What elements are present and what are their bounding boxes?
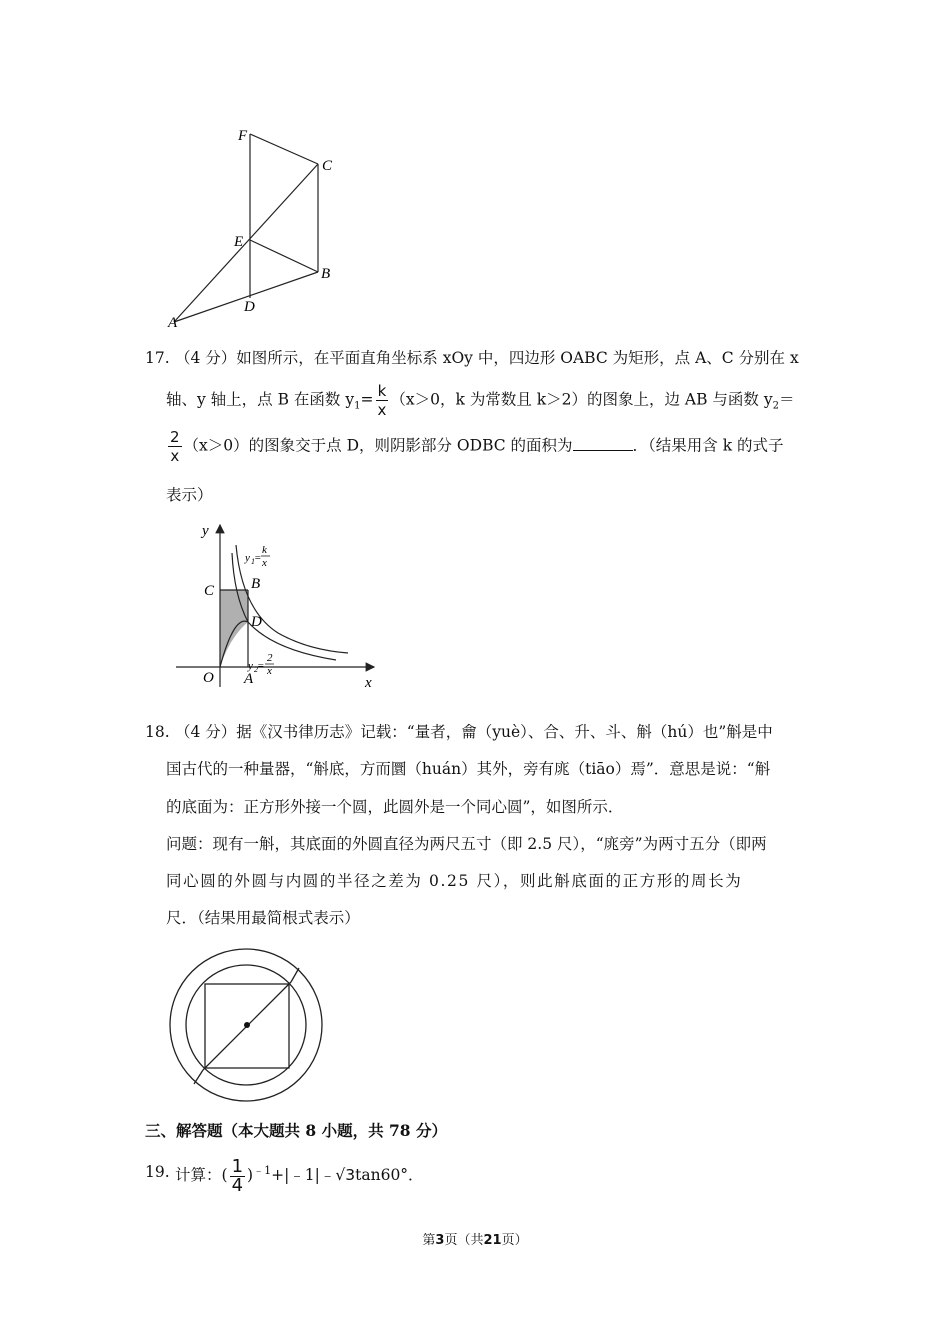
q19-frac-den: 4 [231, 1174, 244, 1196]
page-footer [0, 1229, 950, 1248]
q19-text-c: +|﹣1|﹣ [271, 1166, 336, 1185]
q17-line4: 表示） [166, 486, 213, 504]
label-O: O [203, 670, 214, 686]
label-B: B [251, 576, 261, 592]
q17-frac2-den: x [170, 447, 180, 465]
svg-text:=: = [254, 552, 262, 564]
q19-sqrt: √3 [335, 1166, 356, 1185]
q19-line [175, 1153, 424, 1195]
label-C: C [322, 158, 333, 174]
q17-line3-b: ．（结果用含 k 的式子 [632, 436, 784, 455]
q17-line2-c: ＝ [779, 390, 795, 409]
q17-line2-a: 轴、y 轴上，点 B 在函数 y [166, 390, 355, 409]
q19-text-b: ) [247, 1166, 254, 1185]
svg-text:2: 2 [254, 665, 258, 674]
q17-frac2-num: 2 [170, 428, 180, 446]
label-A: A [244, 671, 254, 687]
q17-frac1-num: k [376, 382, 389, 401]
q18-line5: 同心圆的外圆与内圆的半径之差为 0.25 尺），则此斛底面的正方形的周长为 [166, 872, 743, 890]
q17-answer-blank[interactable] [573, 436, 633, 451]
svg-text:x: x [267, 665, 272, 677]
q18-line4: 问题：现有一斛，其底面的外圆直径为两尺五寸（即 2.5 尺），“庣旁”为两寸五分（即两 [166, 835, 767, 853]
q17-number: 17. [145, 349, 170, 367]
footer-total-pages: 21 [483, 1233, 502, 1248]
q19-exponent: ﹣1 [253, 1164, 272, 1177]
q17-sub2: 2 [772, 400, 779, 412]
svg-text:k: k [262, 544, 267, 556]
svg-text:1: 1 [251, 557, 255, 566]
q17-line1: （4 分）如图所示，在平面直角坐标系 xOy 中，四边形 OABC 为矩形，点 A、C 分别在 x [175, 349, 799, 367]
q17-line2-b: （x＞0，k 为常数且 k＞2）的图象上，边 AB 与函数 y [390, 390, 773, 409]
q18-line6: 尺．（结果用最简根式表示） [166, 909, 360, 927]
label-C: C [204, 583, 215, 599]
q17-line3-a: （x＞0）的图象交于点 D，则阴影部分 ODBC 的面积为 [183, 436, 573, 455]
svg-text:2: 2 [267, 652, 273, 664]
label-x-axis: x [365, 675, 372, 691]
q17-line3 [166, 428, 784, 465]
label-y1-formula [244, 544, 270, 569]
section3-heading: 三、解答题（本大题共 8 小题，共 78 分） [145, 1121, 447, 1140]
svg-text:y: y [245, 552, 250, 564]
q18-line2: 国古代的一种量器，“斛底，方而圜（huán）其外，旁有庣（tiāo）焉”．意思是说：“斛 [166, 760, 771, 778]
q19-frac [230, 1155, 245, 1196]
label-F: F [238, 128, 248, 144]
q17-frac2 [168, 428, 182, 465]
label-A: A [168, 315, 178, 331]
svg-text:x: x [262, 557, 267, 569]
q17-frac1 [376, 382, 389, 419]
q17-eq: = [360, 390, 374, 409]
q17-frac1-den: x [377, 401, 387, 419]
q17-line2 [166, 382, 795, 419]
q19-frac-num: 1 [231, 1155, 244, 1177]
footer-page-number: 3 [435, 1233, 445, 1248]
svg-text:=: = [257, 660, 265, 672]
label-D: D [251, 614, 262, 630]
svg-text:y: y [248, 660, 253, 672]
q18-number: 18. [145, 723, 170, 741]
label-D: D [244, 299, 255, 315]
q18-line1: （4 分）据《汉书律历志》记载：“量者，龠（yuè）、合、升、斗、斛（hú）也”斛是中 [175, 723, 773, 741]
footer-pre: 第 [422, 1233, 436, 1248]
label-B: B [321, 266, 331, 282]
footer-mid: 页（共 [444, 1233, 484, 1248]
q18-line3: 的底面为：正方形外接一个圆，此圆外是一个同心圆”，如图所示． [166, 798, 624, 816]
figure-q18 [168, 944, 328, 1104]
label-y-axis: y [202, 523, 209, 539]
q19-number: 19. [145, 1163, 170, 1181]
q19-text-a: 计算：( [175, 1166, 228, 1185]
figure-q16 [160, 120, 360, 335]
label-E: E [234, 234, 244, 250]
figure-q17 [168, 515, 383, 695]
q17-sub1: 1 [354, 400, 361, 412]
footer-post: 页） [501, 1233, 528, 1248]
q19-text-d: tan60°． [355, 1166, 424, 1185]
